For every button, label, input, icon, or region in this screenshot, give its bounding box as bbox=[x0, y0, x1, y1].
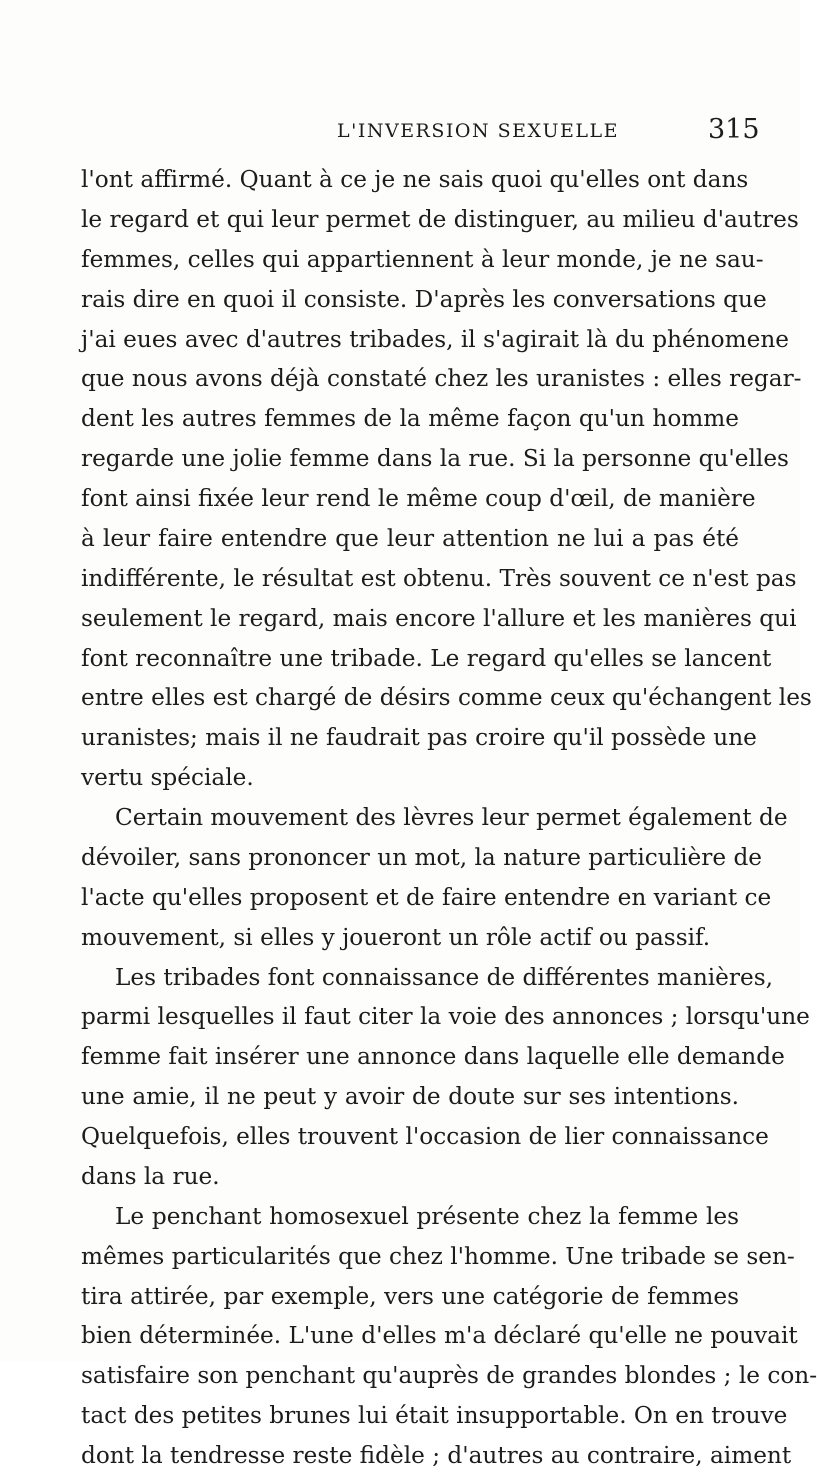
text-line: dévoiler, sans prononcer un mot, la nature particulière de bbox=[81, 843, 763, 871]
text-line: j'ai eues avec d'autres tribades, il s'agirait là du phénomene bbox=[81, 325, 789, 353]
text-line: femme fait insérer une annonce dans laquelle elle demande bbox=[81, 1043, 785, 1071]
text-line: dont la tendresse reste fidèle ; d'autres au contraire, aiment bbox=[81, 1442, 792, 1469]
text-line: parmi lesquelles il faut citer la voie des annonces ; lorsqu'une bbox=[81, 1003, 810, 1031]
text-line: Quelquefois, elles trouvent l'occasion de lier connaissance bbox=[81, 1123, 769, 1150]
text-line: l'ont affirmé. Quant à ce je ne sais quoi qu'elles ont dans bbox=[81, 166, 749, 193]
text-line: à leur faire entendre que leur attention ne lui a pas été bbox=[81, 524, 739, 552]
text-line: uranistes; mais il ne faudrait pas croire qu'il possède une bbox=[81, 724, 757, 752]
text-line: rais dire en quoi il consiste. D'après les conversations que bbox=[81, 285, 767, 313]
text-line: seulement le regard, mais encore l'allure et les manières qui bbox=[81, 604, 797, 632]
text-line: que nous avons déjà constaté chez les uranistes : elles regar- bbox=[81, 365, 802, 393]
text-line: bien déterminée. L'une d'elles m'a déclaré qu'elle ne pouvait bbox=[81, 1322, 798, 1350]
text-line: regarde une jolie femme dans la rue. Si la personne qu'elles bbox=[81, 445, 789, 473]
text-line: femmes, celles qui appartiennent à leur monde, je ne sau- bbox=[81, 245, 764, 273]
text-line: mêmes particularités que chez l'homme. Une tribade se sen- bbox=[81, 1242, 795, 1270]
text-line: tact des petites brunes lui était insupportable. On en trouve bbox=[81, 1402, 788, 1430]
text-line: vertu spéciale. bbox=[81, 764, 254, 792]
running-head bbox=[0, 114, 800, 150]
text-line: l'acte qu'elles proposent et de faire entendre en variant ce bbox=[81, 883, 772, 911]
body-text bbox=[81, 160, 817, 1476]
text-line: entre elles est chargé de désirs comme ceux qu'échangent les bbox=[81, 684, 812, 712]
text-line: Certain mouvement des lèvres leur permet également de bbox=[115, 804, 788, 831]
text-line: dans la rue. bbox=[81, 1162, 220, 1190]
text-line: une amie, il ne peut y avoir de doute sur ses intentions. bbox=[81, 1083, 739, 1111]
text-line: dent les autres femmes de la même façon qu'un homme bbox=[81, 405, 739, 433]
text-line: tira attirée, par exemple, vers une catégorie de femmes bbox=[81, 1282, 739, 1310]
text-line: mouvement, si elles y joueront un rôle actif ou passif. bbox=[81, 923, 711, 951]
page-number: 315 bbox=[708, 114, 760, 145]
running-title: L'INVERSION SEXUELLE bbox=[337, 120, 620, 142]
text-line: satisfaire son penchant qu'auprès de grandes blondes ; le con- bbox=[81, 1362, 817, 1390]
text-line: font reconnaître une tribade. Le regard qu'elles se lancent bbox=[81, 644, 772, 672]
text-line: Le penchant homosexuel présente chez la femme les bbox=[115, 1202, 739, 1230]
text-line: indifférente, le résultat est obtenu. Très souvent ce n'est pas bbox=[81, 564, 797, 592]
text-line: font ainsi fixée leur rend le même coup d'œil, de manière bbox=[81, 485, 756, 512]
text-line: Les tribades font connaissance de différentes manières, bbox=[115, 963, 773, 991]
text-line: le regard et qui leur permet de distinguer, au milieu d'autres bbox=[81, 205, 799, 233]
